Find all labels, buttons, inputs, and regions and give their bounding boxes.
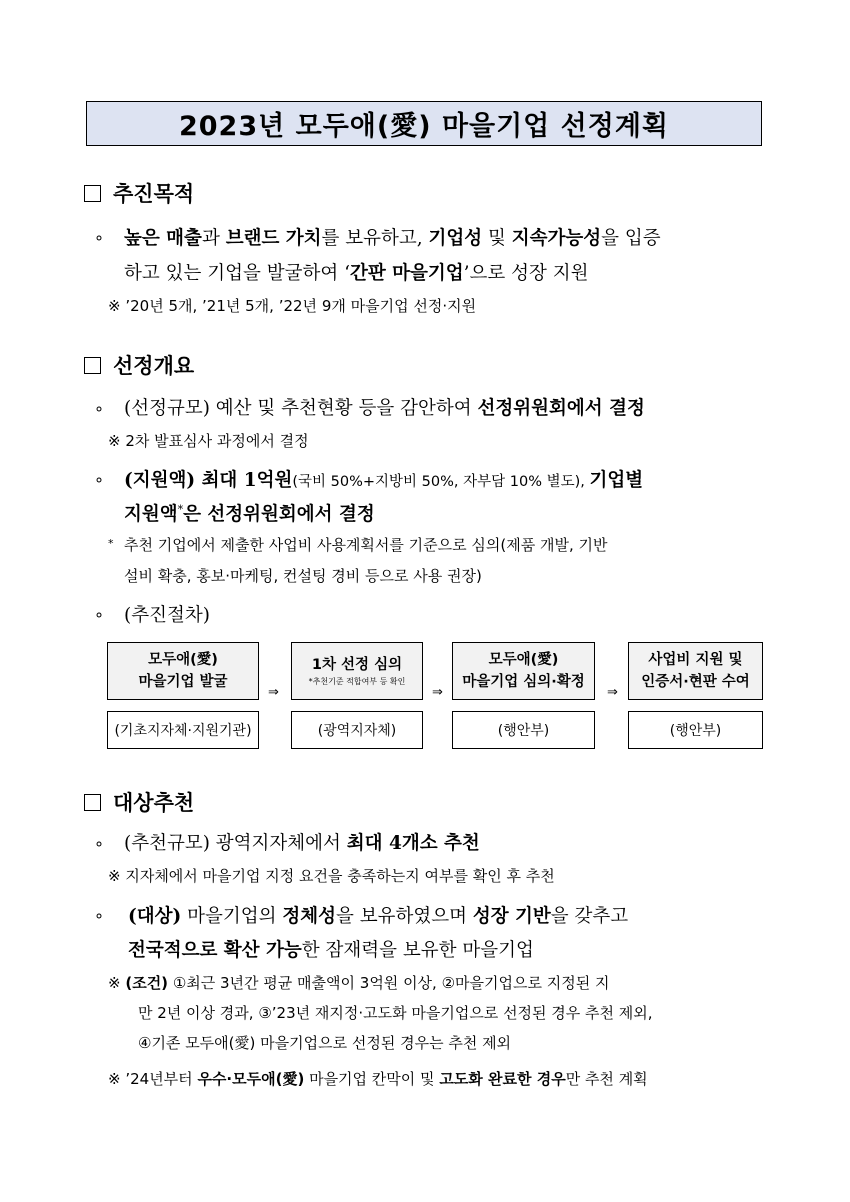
bullet-icon: ∘ [94, 834, 105, 853]
process-step-1 [107, 642, 259, 700]
section-title: 대상추천 [113, 791, 195, 815]
recommend-condition-line-3: ④기존 모두애(愛) 마을기업으로 선정된 경우는 추천 제외 [138, 1034, 512, 1052]
section-heading-recommend [84, 787, 194, 817]
process-step-2 [291, 642, 423, 700]
recommend-scale-note: ※ 지자체에서 마을기업 지정 요건을 충족하는지 여부를 확인 후 추천 [108, 867, 555, 885]
purpose-note: ※ ’20년 5개, ’21년 5개, ’22년 9개 마을기업 선정·지원 [108, 297, 477, 315]
recommend-target-line-2 [128, 936, 534, 962]
recommend-condition-line-1 [108, 972, 609, 993]
bullet-icon: ∘ [94, 605, 105, 624]
step-line: 모두애(愛) [148, 652, 218, 668]
purpose-text: 기업성 [428, 228, 483, 249]
process-agency-3: (행안부) [452, 711, 595, 749]
recommend-scale [124, 829, 480, 855]
overview-scale [124, 394, 645, 420]
purpose-text: ’으로 성장 지원 [463, 263, 589, 284]
recommend-condition-line-2: 만 2년 이상 경과, ③’23년 재지정·고도화 마을기업으로 선정된 경우 추천 제외, [138, 1004, 653, 1022]
arrow-right-icon: ⇒ [432, 685, 443, 700]
purpose-text: 지속가능성 [511, 228, 602, 249]
bullet-icon: ∘ [94, 906, 105, 925]
overview-text: (국비 50%+지방비 50%, 자부담 10% 별도), [292, 474, 590, 490]
overview-text: (지원액) [124, 470, 196, 491]
recommend-text: 전국적으로 확산 가능 [128, 940, 302, 961]
asterisk-icon: * [108, 537, 114, 550]
overview-text: 선정위원회에서 결정 [477, 398, 645, 419]
recommend-text: ①최근 3년간 평균 매출액이 3억원 이상, ②마을기업으로 지정된 지 [168, 974, 610, 992]
bullet-icon: ∘ [94, 399, 105, 418]
recommend-text: 성장 기반 [472, 906, 551, 927]
recommend-text: (조건) [125, 974, 169, 992]
step-line: 마을기업 심의·확정 [462, 674, 585, 690]
section-title: 추진목적 [113, 182, 195, 206]
purpose-text: 을 입증 [601, 228, 661, 249]
overview-text: 최대 1억원 [195, 470, 293, 491]
purpose-text: 하고 있는 기업을 발굴하여 ‘ [124, 263, 350, 284]
recommend-text: 마을기업의 [181, 906, 283, 927]
recommend-text: 한 잠재력을 보유한 마을기업 [301, 940, 534, 961]
step-sub-note: *추천기준 적합여부 등 확인 [308, 677, 406, 686]
overview-scale-note: ※ 2차 발표심사 과정에서 결정 [108, 432, 309, 450]
purpose-text: 높은 매출 [124, 228, 202, 249]
recommend-text: 우수·모두애(愛) [197, 1070, 305, 1088]
section-heading-purpose [84, 178, 194, 208]
process-step-4 [628, 642, 763, 700]
purpose-text: 및 [482, 228, 512, 249]
recommend-text: 만 추천 계획 [565, 1070, 648, 1088]
overview-text: 예산 및 추천현황 등을 감안하여 [209, 398, 478, 419]
step-line: 인증서·현판 수여 [641, 674, 750, 690]
purpose-text: 를 보유하고, [321, 228, 429, 249]
purpose-text: 간판 마을기업 [350, 263, 464, 284]
process-agency-4: (행안부) [628, 711, 763, 749]
recommend-text: (추천규모) [124, 833, 210, 854]
recommend-text: 광역지자체에서 [209, 833, 347, 854]
recommend-plan-note [108, 1068, 648, 1089]
overview-star-note-2: 설비 확충, 홍보·마케팅, 컨설팅 경비 등으로 사용 권장) [124, 567, 482, 585]
overview-support-line-1 [124, 466, 643, 492]
section-title: 선정개요 [113, 354, 195, 378]
recommend-text: ※ ’24년부터 [108, 1070, 198, 1088]
overview-star-note-1: 추천 기업에서 제출한 사업비 사용계획서를 기준으로 심의(제품 개발, 기반 [124, 536, 608, 554]
overview-text: 기업별 [589, 470, 644, 491]
overview-text: 지원액 [124, 504, 178, 525]
procedure-label: (추진절차) [124, 605, 210, 626]
bullet-icon: ∘ [94, 470, 105, 489]
recommend-text: 을 보유하였으며 [336, 906, 473, 927]
process-agency-2: (광역지자체) [291, 711, 423, 749]
recommend-text: 고도화 완료한 경우 [439, 1070, 566, 1088]
recommend-text: 정체성 [282, 906, 336, 927]
recommend-text: ※ [108, 974, 126, 992]
document-title-box [86, 101, 762, 146]
footnote-mark: * [177, 502, 184, 516]
purpose-line-2 [124, 259, 589, 285]
step-line: 1차 선정 심의 [311, 657, 403, 673]
step-line: 사업비 지원 및 [648, 652, 743, 668]
purpose-text: 과 [201, 228, 226, 249]
step-line: 마을기업 발굴 [138, 674, 228, 690]
purpose-line-1 [124, 224, 661, 250]
section-heading-overview [84, 350, 194, 380]
recommend-text: 최대 4개소 추천 [346, 833, 480, 854]
step-line: 모두애(愛) [488, 652, 559, 668]
overview-text: 은 선정위원회에서 결정 [183, 504, 375, 525]
checkbox-square-icon [84, 185, 101, 202]
checkbox-square-icon [84, 357, 101, 374]
arrow-right-icon: ⇒ [268, 685, 279, 700]
checkbox-square-icon [84, 794, 101, 811]
document-title: 2023년 모두애(愛) 마을기업 선정계획 [178, 111, 669, 142]
purpose-text: 브랜드 가치 [225, 228, 322, 249]
recommend-text: 을 갖추고 [550, 906, 629, 927]
process-step-3 [452, 642, 595, 700]
recommend-target-line-1 [128, 902, 628, 928]
overview-text: (선정규모) [124, 398, 210, 419]
bullet-icon: ∘ [94, 228, 105, 247]
recommend-text: 마을기업 칸막이 및 [304, 1070, 440, 1088]
process-agency-1: (기초지자체·지원기관) [107, 711, 259, 749]
recommend-text: (대상) [128, 906, 182, 927]
arrow-right-icon: ⇒ [607, 685, 618, 700]
overview-support-line-2 [124, 500, 375, 526]
